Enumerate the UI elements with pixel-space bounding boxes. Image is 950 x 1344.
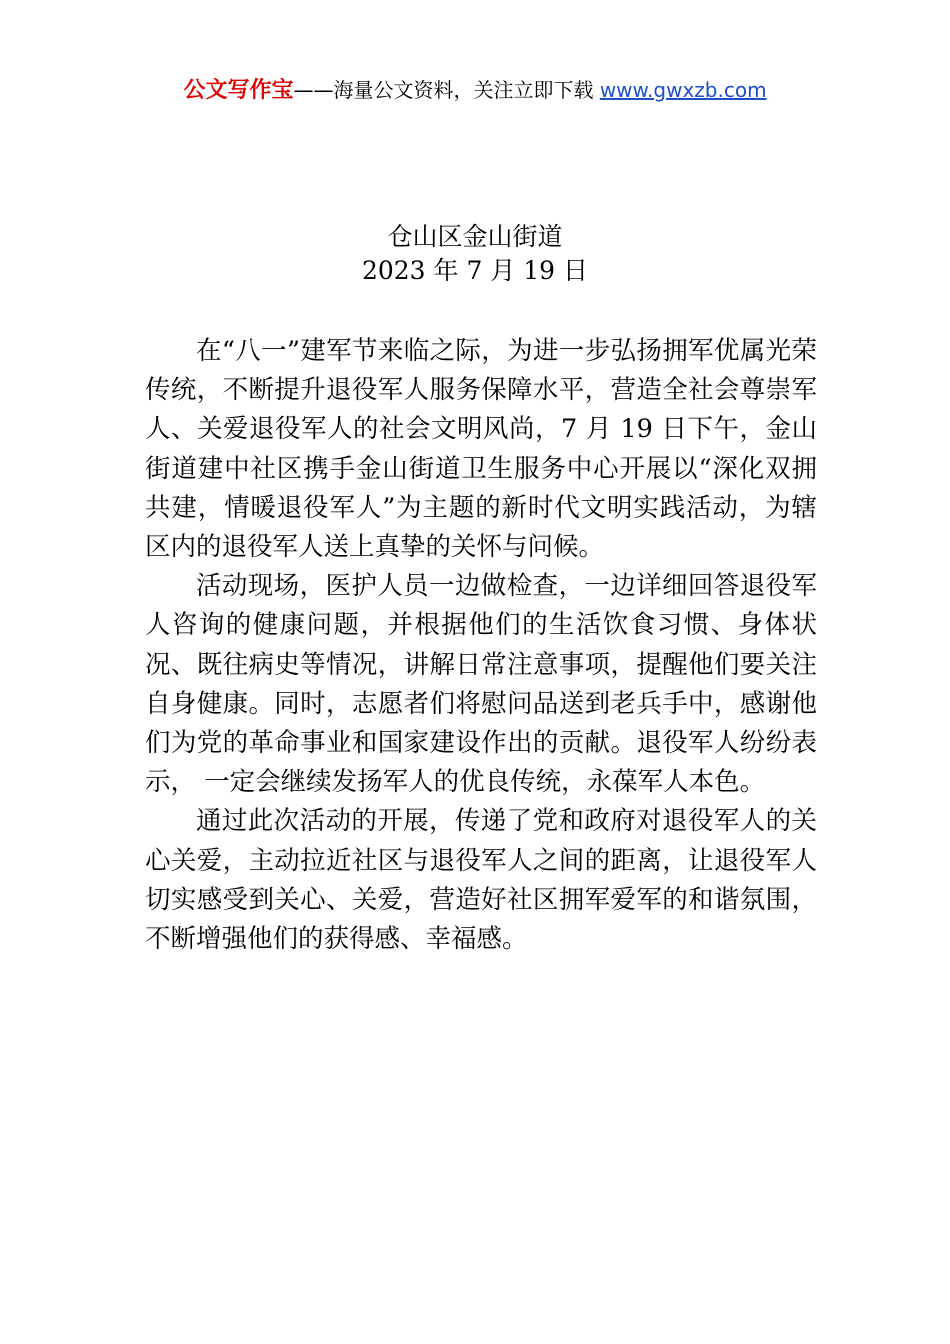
body-paragraph-2: 活动现场，医护人员一边做检查，一边详细回答退役军人咨询的健康问题，并根据他们的生活饮食习惯、身体状况、既往病史等情况，讲解日常注意事项，提醒他们要关注自身健康。同时，志愿者们将慰问品送到老兵手中，感谢他们为党的革命事业和国家建设作出的贡献。退役军人纷纷表示， 一定会继续发扬军人的优良传统，永葆军人本色。 bbox=[145, 571, 817, 798]
body-paragraph-3: 通过此次活动的开展，传递了党和政府对退役军人的关心关爱，主动拉近社区与退役军人之间的距离，让退役军人切实感受到关心、关爱，营造好社区拥军爱军的和谐氛围， 不断增强他们的获得感、幸福感。 bbox=[145, 806, 817, 955]
organization-name: 仓山区金山街道 bbox=[387, 222, 563, 251]
document-body bbox=[145, 332, 817, 959]
header-tagline: ——海量公文资料，关注立即下载 bbox=[293, 78, 600, 102]
website-link[interactable]: www.gwxzb.com bbox=[599, 78, 767, 102]
document-date: 2023 年 7 月 19 日 bbox=[361, 256, 589, 285]
header-banner bbox=[0, 76, 950, 105]
body-paragraph-1: 在“八一”建军节来临之际，为进一步弘扬拥军优属光荣传统，不断提升退役军人服务保障水平，营造全社会尊崇军人、关爱退役军人的社会文明风尚，7 月 19 日下午，金山街道建中社区携手金山街道卫生服务中心开展以“深化双拥共建，情暖退役军人”为主题的新时代文明实践活动，为辖区内的退役军人送上真挚的关怀与问候。 bbox=[145, 336, 817, 563]
brand-name: 公文写作宝 bbox=[183, 78, 294, 103]
